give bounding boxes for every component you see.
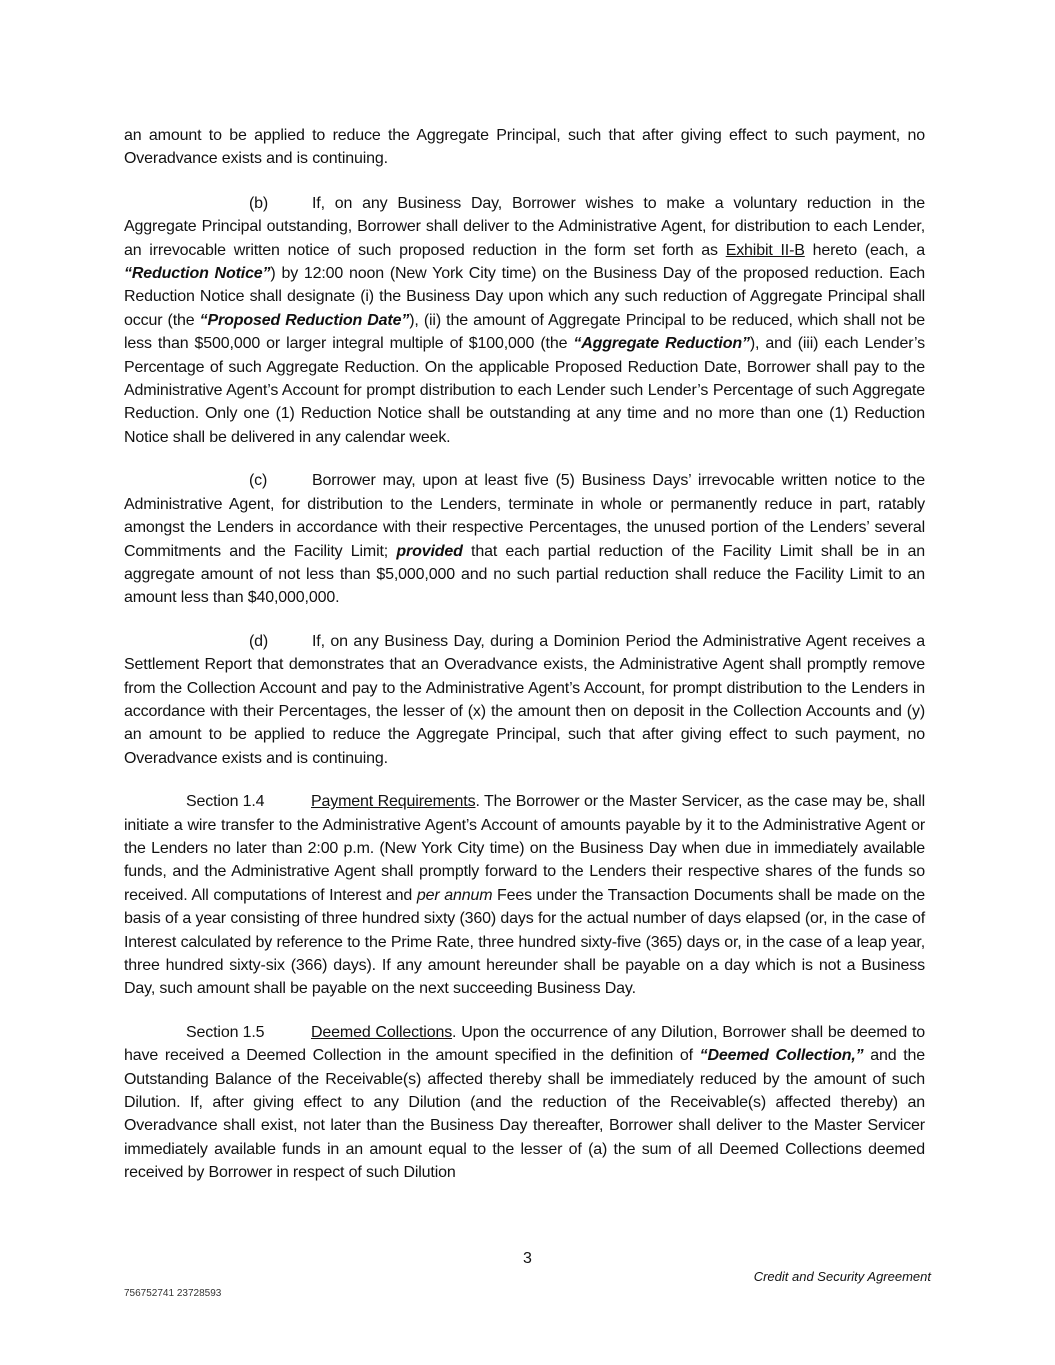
paragraph-d xyxy=(124,630,925,770)
clause-number-c: (c) xyxy=(249,472,268,490)
clause-b-text: hereto (each, a xyxy=(804,241,925,259)
page-number: 3 xyxy=(523,1250,532,1267)
document-id: 756752741 23728593 xyxy=(124,1288,222,1299)
footer-document-title: Credit and Security Agreement xyxy=(753,1269,931,1284)
section-heading: Payment Requirements xyxy=(311,793,476,811)
paragraph-continuation: an amount to be applied to reduce the Aggregate Principal, such that after giving effect to such payment, no Overadvance exists and is continuing. xyxy=(124,127,925,168)
section-heading: Deemed Collections xyxy=(311,1023,453,1041)
provided-term: provided xyxy=(396,542,463,560)
clause-b-text: ), and (iii) each Lender’s Percentage of such Aggregate Reduction. On the applicable Proposed Reduction Date, Borrower shall pay to the Administrative Agent’s Account for prompt distribution to each Lender such Lender’s Percentage of such Aggregate Reduction. Only one (1) Reduction Notice shall be outstanding at any time and no more than one (1) Reduction Notice shall be delivered in any calendar week. xyxy=(124,335,926,446)
exhibit-reference: Exhibit II-B xyxy=(725,241,805,259)
section-1-4 xyxy=(124,790,925,1001)
clause-b-text: ) by 12:00 noon (New York City time) on the Business Day of the proposed reduction. Each Reduction Notice shall designate (i) the Business Day upon which any such reduction of Aggregate Principal shall occur (the xyxy=(124,265,925,329)
defined-term: “Proposed Reduction Date” xyxy=(199,311,410,329)
defined-term: “Reduction Notice” xyxy=(124,265,271,283)
clause-number-d: (d) xyxy=(249,632,269,650)
document-body xyxy=(124,124,925,1205)
section-text: . The Borrower or the Master Servicer, as the case may be, shall initiate a wire transfer to the Administrative Agent’s Account of amounts payable by it to the Administrative Agent or the Lenders no later than 2:00 p.m. (New York City time) on the Business Day when due in immediately available funds, and the Administrative Agent shall promptly forward to the Lenders their respective shares of the funds so received. All computations of Interest and xyxy=(124,793,925,904)
clause-c-text: Borrower may, upon at least five (5) Business Days’ irrevocable written notice to the Administrative Agent, for distribution to the Lenders, terminate in whole or permanently reduce in part, ratably amongst the Lenders in accordance with their respective Percentages, the unused portion of the Lenders’ several Commitments and the Facility Limit; xyxy=(124,472,925,560)
clause-c-text: that each partial reduction of the Facility Limit shall be in an aggregate amount of not less than $5,000,000 and no such partial reduction shall reduce the Facility Limit to an amount less than $40,000,000. xyxy=(124,542,926,607)
defined-term: “Deemed Collection,” xyxy=(699,1047,864,1065)
defined-term: “Aggregate Reduction” xyxy=(573,335,750,353)
section-1-5 xyxy=(124,1021,925,1185)
section-text: and the Outstanding Balance of the Receivable(s) affected thereby shall be immediately reduced by the amount of such Dilution. If, after giving effect to any Dilution (and the reduction of the Receivable(s) affected thereby) an Overadvance shall exist, not later than the Business Day thereafter, Borrower shall deliver to the Master Servicer immediately available funds in an amount equal to the lesser of (a) the sum of all Deemed Collections deemed received by Borrower in respect of such Dilution xyxy=(124,1047,925,1182)
paragraph-c xyxy=(124,469,925,609)
section-text: Fees under the Transaction Documents shall be made on the basis of a year consisting of three hundred sixty (360) days for the actual number of days elapsed (or, in the case of Interest calculated by reference to the Prime Rate, three hundred sixty-five (365) days or, in the case of a leap year, three hundred sixty-six (366) days). If any amount hereunder shall be payable on a day which is not a Business Day, such amount shall be payable on the next succeeding Business Day. xyxy=(124,886,925,998)
section-number: Section 1.4 xyxy=(186,793,265,811)
clause-d-text: If, on any Business Day, during a Dominion Period the Administrative Agent receives a Settlement Report that demonstrates that an Overadvance exists, the Administrative Agent shall promptly remove from the Collection Account and pay to the Administrative Agent’s Account, for prompt distribution to the Lenders in accordance with their Percentages, the lesser of (x) the amount then on deposit in the Collection Accounts and (y) an amount to be applied to reduce the Aggregate Principal, such that after giving effect to such payment, no Overadvance exists and is continuing. xyxy=(124,632,925,767)
section-number: Section 1.5 xyxy=(186,1023,265,1041)
paragraph-b xyxy=(124,192,925,449)
italic-term: per annum xyxy=(416,886,493,904)
clause-b-text: ), (ii) the amount of Aggregate Principal to be reduced, which shall not be less than $500,000 or larger integral multiple of $100,000 (the xyxy=(124,311,925,353)
clause-number-b: (b) xyxy=(249,194,269,212)
section-text: . Upon the occurrence of any Dilution, Borrower shall be deemed to have received a Deemed Collection in the amount specified in the definition of xyxy=(124,1023,925,1065)
clause-b-text: If, on any Business Day, Borrower wishes to make a voluntary reduction in the Aggregate Principal outstanding, Borrower shall deliver to the Administrative Agent, for distribution to each Lender, an irrevocable written notice of such proposed reduction in the form set forth as xyxy=(124,194,925,259)
